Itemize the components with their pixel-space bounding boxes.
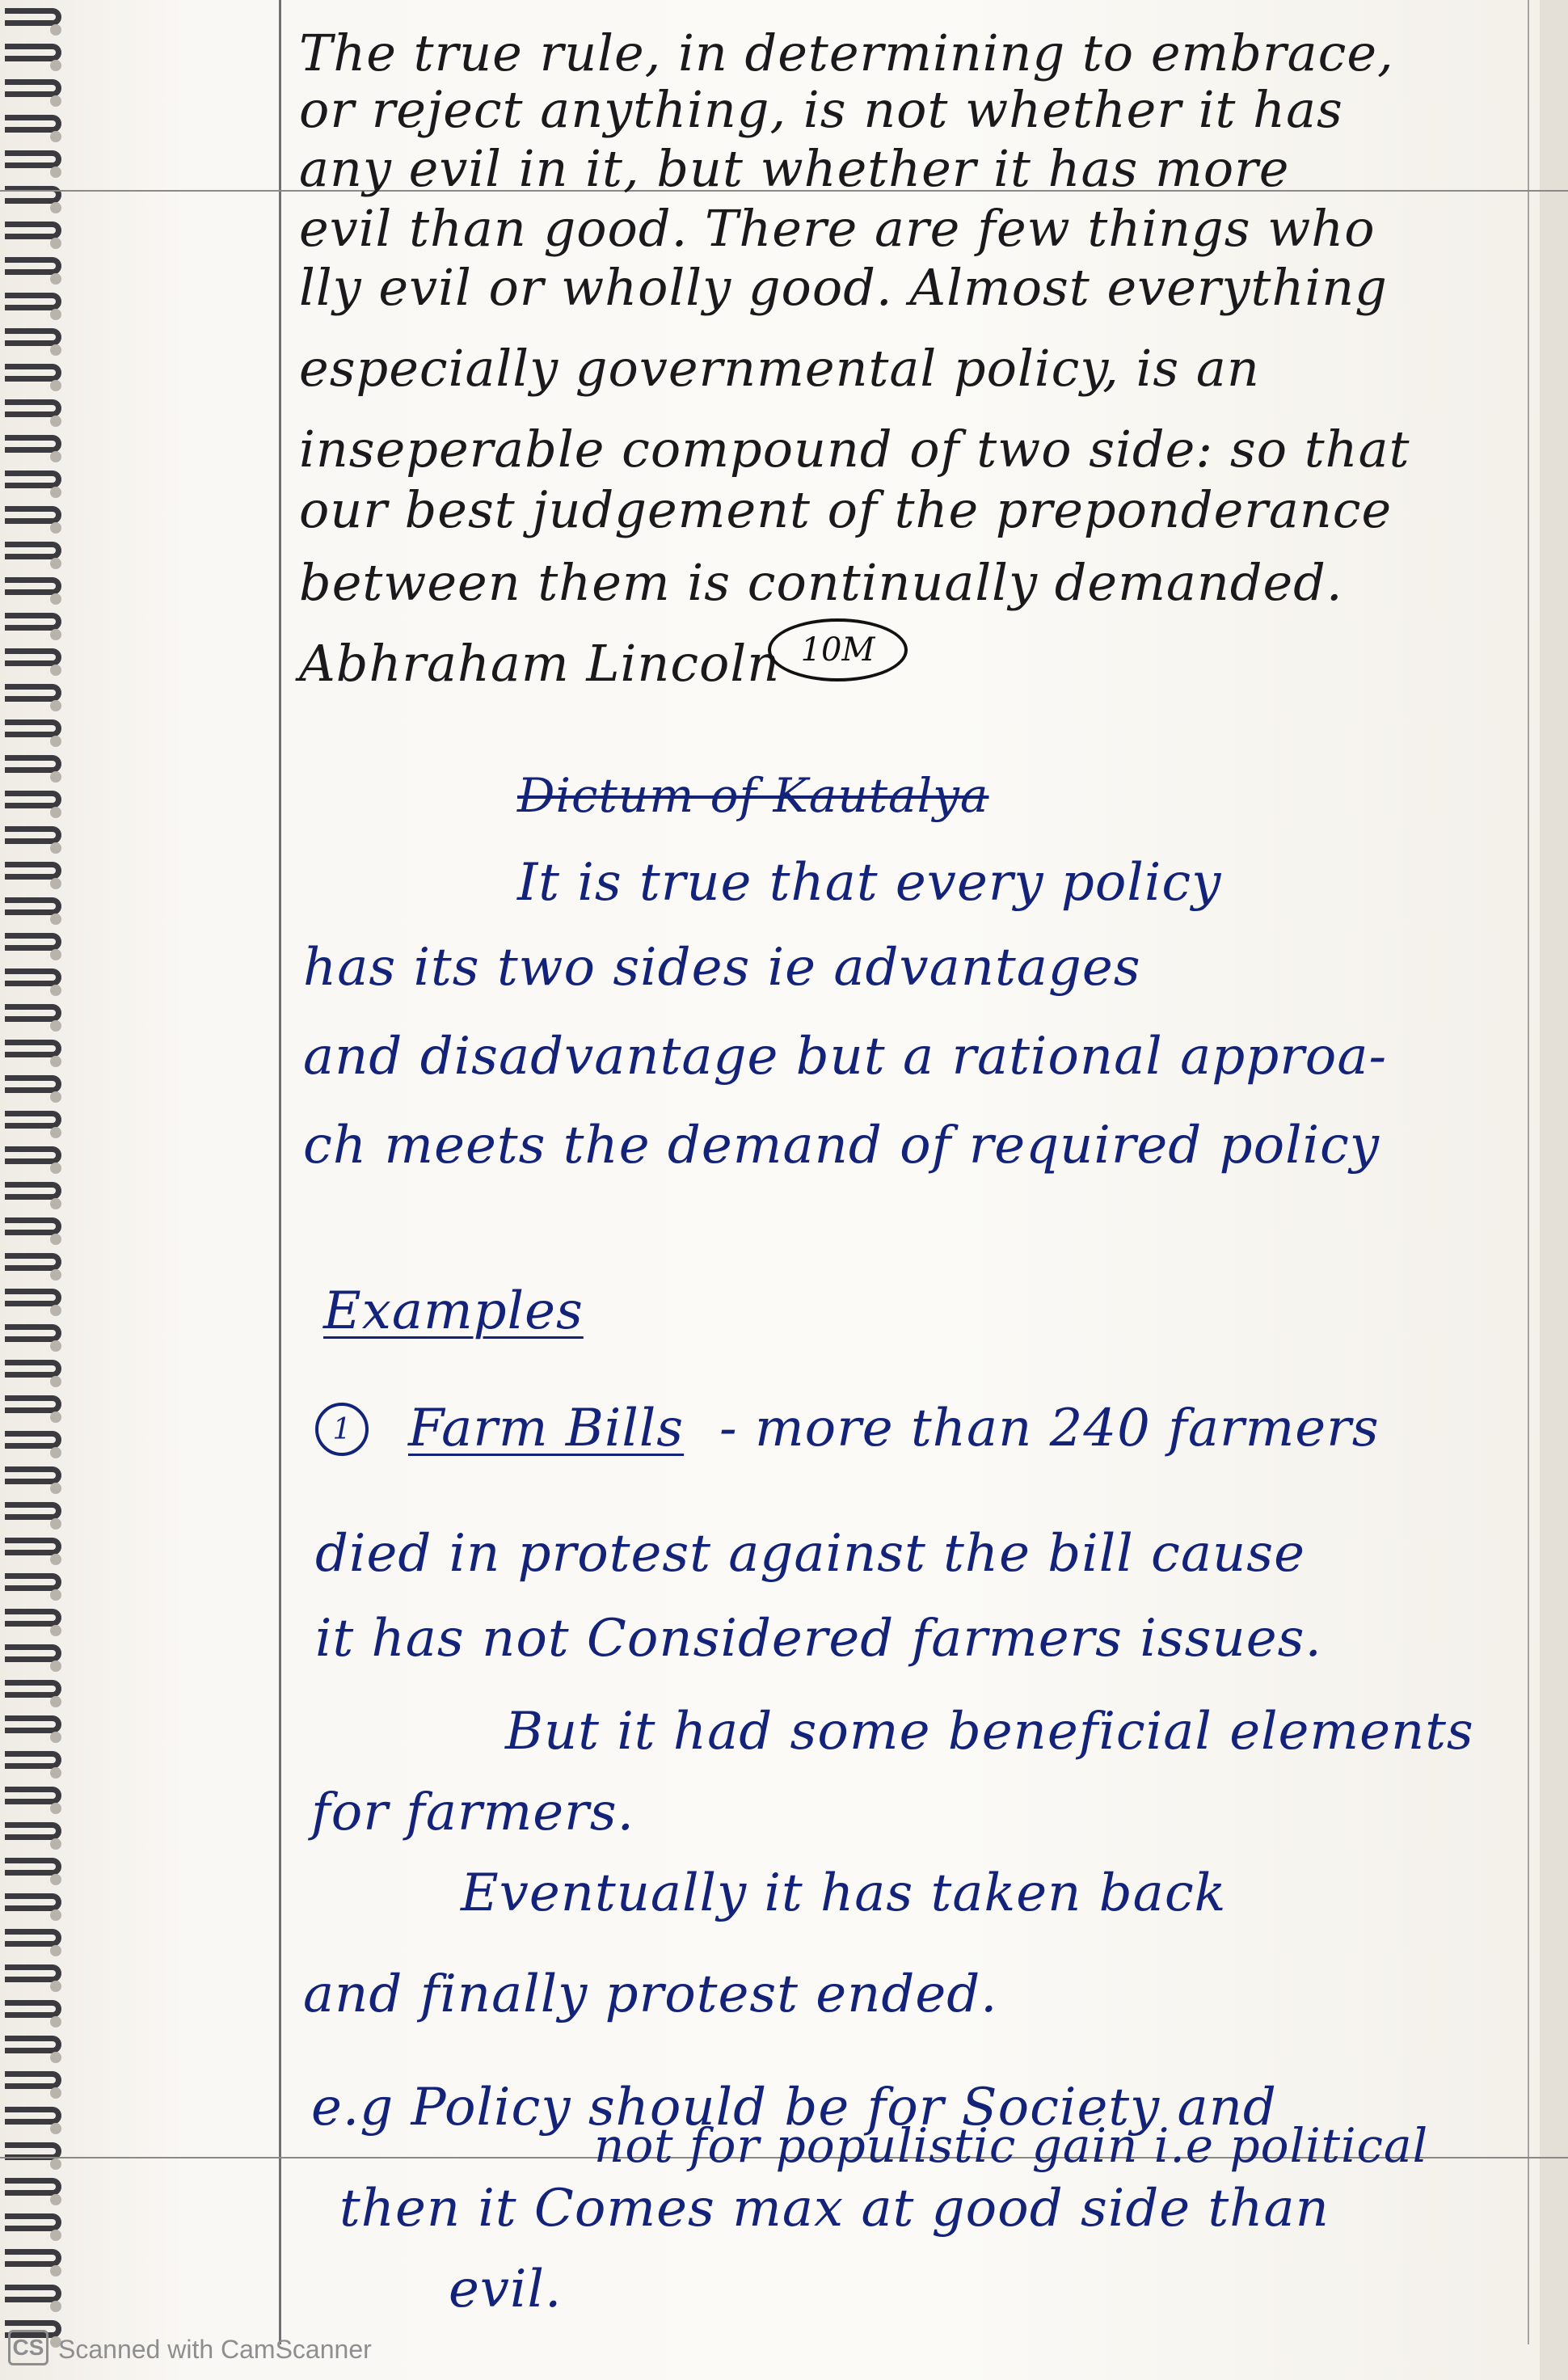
punch-hole: [50, 1696, 61, 1707]
punch-hole: [50, 60, 61, 71]
punch-hole: [50, 1376, 61, 1387]
punch-hole: [50, 1518, 61, 1530]
punch-hole: [50, 380, 61, 391]
punch-hole: [50, 2016, 61, 2028]
spiral-coil: [5, 1395, 61, 1413]
punch-hole: [50, 2123, 61, 2134]
punch-hole: [50, 665, 61, 676]
punch-hole: [50, 914, 61, 925]
spiral-coil: [5, 186, 61, 204]
spiral-coil: [5, 968, 61, 986]
spiral-coil: [5, 577, 61, 595]
punch-hole: [50, 2301, 61, 2312]
punch-hole: [50, 1340, 61, 1352]
example-number: 1: [315, 1403, 369, 1456]
answer-line: ch meets the demand of required policy: [303, 1116, 1380, 1175]
spiral-coil: [5, 506, 61, 524]
spiral-coil: [5, 471, 61, 488]
punch-hole: [50, 1056, 61, 1067]
punch-hole: [50, 1838, 61, 1850]
spiral-coil: [5, 1858, 61, 1876]
spiral-coil: [5, 2000, 61, 2018]
spiral-coil: [5, 2249, 61, 2267]
spiral-coil: [5, 1289, 61, 1306]
spiral-coil: [5, 755, 61, 773]
spiral-coil: [5, 1075, 61, 1093]
answer-line: evil.: [449, 2260, 563, 2319]
spiral-coil: [5, 1431, 61, 1449]
punch-hole: [50, 2158, 61, 2170]
spiral-coil: [5, 2036, 61, 2053]
answer-line: not for populistic gain i.e political: [594, 2118, 1429, 2173]
spiral-coil: [5, 684, 61, 702]
spiral-coil: [5, 435, 61, 453]
quote-line: evil than good. There are few things who: [299, 199, 1376, 258]
punch-hole: [50, 1234, 61, 1245]
spiral-coil: [5, 1822, 61, 1840]
punch-hole: [50, 2265, 61, 2277]
punch-hole: [50, 2052, 61, 2063]
spiral-coil: [5, 44, 61, 61]
spiral-coil: [5, 1502, 61, 1520]
spiral-coil: [5, 862, 61, 880]
punch-hole: [50, 451, 61, 462]
spiral-coil: [5, 1040, 61, 1057]
answer-line: Eventually it has taken back: [461, 1863, 1227, 1923]
punch-hole: [50, 1447, 61, 1458]
spiral-coil: [5, 2178, 61, 2196]
punch-hole: [50, 1020, 61, 1032]
spiral-coil: [5, 1004, 61, 1022]
quote-line: especially governmental policy, is an: [299, 339, 1260, 398]
answer-line: - more than 240 farmers: [719, 1399, 1380, 1458]
punch-hole: [50, 309, 61, 320]
punch-hole: [50, 1554, 61, 1565]
punch-hole: [50, 131, 61, 142]
answer-line: died in protest against the bill cause: [315, 1524, 1305, 1584]
quote-line: any evil in it, but whether it has more: [299, 139, 1290, 198]
punch-hole: [50, 416, 61, 427]
punch-hole: [50, 1163, 61, 1174]
example-title: Farm Bills: [408, 1399, 685, 1458]
punch-hole: [50, 2087, 61, 2099]
answer-line: for farmers.: [311, 1783, 634, 1842]
spiral-coil: [5, 613, 61, 631]
spiral-binding: [0, 0, 89, 2380]
spiral-coil: [5, 1893, 61, 1911]
answer-line: But it had some beneficial elements: [505, 1702, 1474, 1762]
punch-hole: [50, 487, 61, 498]
spiral-coil: [5, 150, 61, 168]
spiral-coil: [5, 364, 61, 382]
spiral-coil: [5, 2213, 61, 2231]
punch-hole: [50, 1091, 61, 1103]
punch-hole: [50, 949, 61, 960]
answer-line: it has not Considered farmers issues.: [315, 1609, 1322, 1669]
spiral-coil: [5, 115, 61, 133]
spiral-coil: [5, 1929, 61, 1947]
spiral-coil: [5, 1324, 61, 1342]
punch-hole: [50, 629, 61, 640]
quote-line: The true rule, in determining to embrace,: [299, 23, 1394, 82]
punch-hole: [50, 273, 61, 285]
spiral-coil: [5, 1715, 61, 1733]
examples-heading: Examples: [323, 1281, 584, 1341]
spiral-coil: [5, 826, 61, 844]
spiral-coil: [5, 222, 61, 239]
spiral-coil: [5, 542, 61, 559]
spiral-coil: [5, 791, 61, 808]
answer-line: and finally protest ended.: [303, 1964, 998, 2024]
punch-hole: [50, 558, 61, 569]
punch-hole: [50, 771, 61, 783]
punch-hole: [50, 1589, 61, 1601]
quote-line: lly evil or wholly good. Almost everything: [299, 258, 1388, 317]
punch-hole: [50, 1198, 61, 1209]
spiral-coil: [5, 399, 61, 417]
spiral-coil: [5, 1787, 61, 1804]
camscanner-logo: CS: [8, 2330, 48, 2365]
punch-hole: [50, 2194, 61, 2205]
spiral-coil: [5, 79, 61, 97]
spiral-coil: [5, 897, 61, 915]
spiral-coil: [5, 2107, 61, 2125]
answer-line: then it Comes max at good side than: [339, 2179, 1330, 2239]
answer-line: and disadvantage but a rational approa-: [303, 1027, 1388, 1087]
spiral-coil: [5, 1609, 61, 1627]
punch-hole: [50, 522, 61, 534]
punch-hole: [50, 238, 61, 249]
spiral-coil: [5, 8, 61, 26]
spiral-coil: [5, 1680, 61, 1698]
spiral-coil: [5, 933, 61, 951]
punch-hole: [50, 202, 61, 213]
punch-hole: [50, 985, 61, 996]
punch-hole: [50, 1767, 61, 1779]
punch-hole: [50, 1874, 61, 1885]
punch-hole: [50, 1625, 61, 1636]
spiral-coil: [5, 1217, 61, 1235]
punch-hole: [50, 344, 61, 356]
right-rule: [1528, 0, 1529, 2344]
spiral-coil: [5, 1538, 61, 1555]
spiral-coil: [5, 328, 61, 346]
punch-hole: [50, 593, 61, 605]
spiral-coil: [5, 1644, 61, 1662]
camscanner-watermark: Scanned with CamScanner: [58, 2335, 372, 2364]
punch-hole: [50, 1661, 61, 1672]
spiral-coil: [5, 1253, 61, 1271]
punch-hole: [50, 1483, 61, 1494]
answer-line: It is true that every policy: [517, 853, 1222, 913]
spiral-coil: [5, 2071, 61, 2089]
spiral-coil: [5, 2285, 61, 2302]
spiral-coil: [5, 1751, 61, 1769]
spiral-coil: [5, 1182, 61, 1200]
punch-hole: [50, 1412, 61, 1423]
quote-line: between them is continually demanded.: [299, 553, 1343, 612]
spiral-coil: [5, 1466, 61, 1484]
spiral-coil: [5, 1360, 61, 1378]
spiral-coil: [5, 1146, 61, 1164]
punch-hole: [50, 2230, 61, 2241]
punch-hole: [50, 736, 61, 747]
spiral-coil: [5, 719, 61, 737]
punch-hole: [50, 24, 61, 36]
punch-hole: [50, 1732, 61, 1743]
margin-line: [279, 0, 281, 2344]
punch-hole: [50, 807, 61, 818]
answer-line: e.g Policy should be for Society and: [311, 2078, 1277, 2137]
quote-line: inseperable compound of two side: so that: [299, 420, 1410, 479]
spiral-coil: [5, 1573, 61, 1591]
spiral-coil: [5, 293, 61, 310]
page-edge: [1540, 0, 1568, 2380]
quote-line: or reject anything, is not whether it has: [299, 80, 1343, 139]
punch-hole: [50, 1127, 61, 1138]
punch-hole: [50, 95, 61, 107]
spiral-coil: [5, 648, 61, 666]
spiral-coil: [5, 1964, 61, 1982]
punch-hole: [50, 878, 61, 889]
punch-hole: [50, 700, 61, 711]
answer-line: has its two sides ie advantages: [303, 938, 1141, 998]
punch-hole: [50, 1803, 61, 1814]
marks-badge: 10M: [768, 618, 908, 682]
punch-hole: [50, 167, 61, 178]
spiral-coil: [5, 257, 61, 275]
punch-hole: [50, 842, 61, 854]
punch-hole: [50, 1305, 61, 1316]
struck-heading: Dictum of Kautalya: [517, 768, 989, 823]
spiral-coil: [5, 1111, 61, 1129]
punch-hole: [50, 1269, 61, 1281]
punch-hole: [50, 1981, 61, 1992]
punch-hole: [50, 1909, 61, 1921]
quote-author: Abhraham Lincoln: [299, 634, 781, 693]
punch-hole: [50, 1945, 61, 1956]
quote-line: our best judgement of the preponderance: [299, 480, 1393, 539]
